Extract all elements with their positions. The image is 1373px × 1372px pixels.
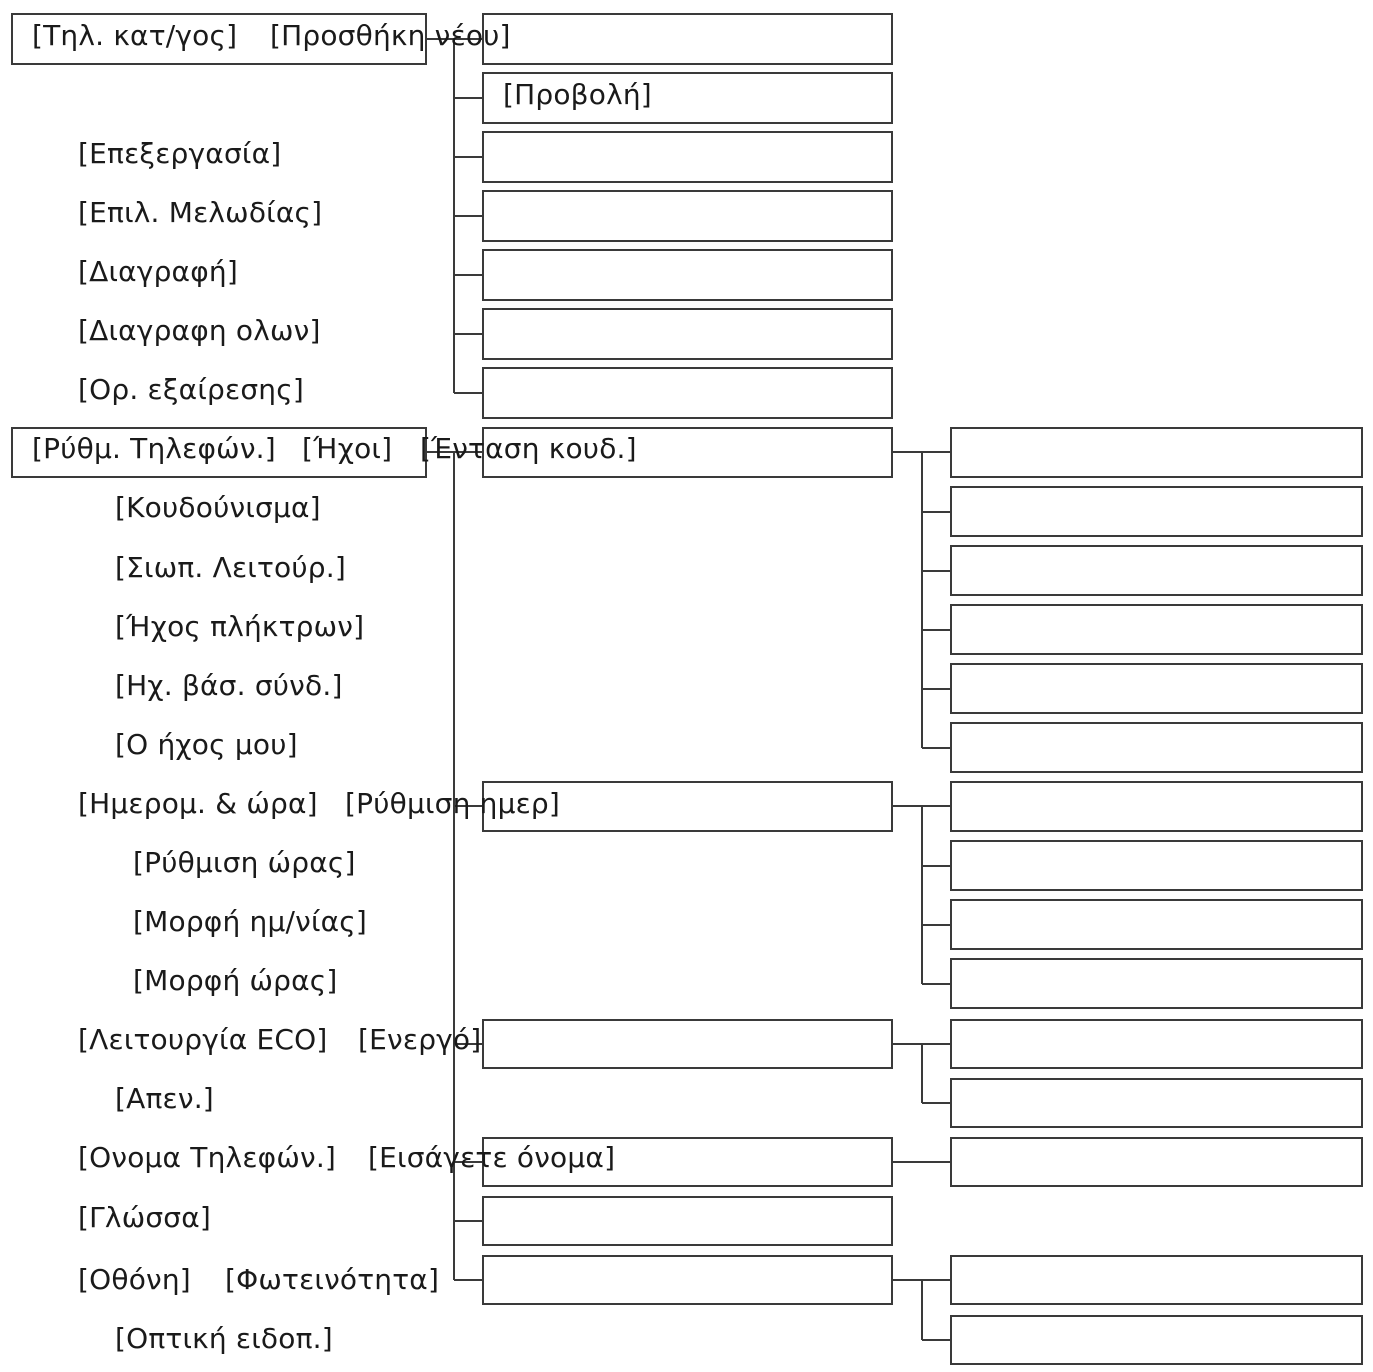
- right-box-6: [951, 723, 1362, 772]
- settings-root-label: [Ρύθμ. Τηλεφών.]: [32, 432, 276, 465]
- datetime-item-date-format: [Μορφή ημ/νίας]: [133, 905, 368, 938]
- phonebook-item-edit: [Επεξεργασία]: [78, 137, 282, 170]
- sounds-item-ringtone: [Κουδούνισμα]: [115, 491, 321, 524]
- eco-connector: [892, 1044, 951, 1103]
- display-item-brightness: [Φωτεινότητα]: [225, 1263, 440, 1296]
- display-label: [Οθόνη]: [78, 1263, 191, 1296]
- sounds-item-silent-mode: [Σιωπ. Λειτούρ.]: [115, 551, 346, 584]
- phonebook-item-delete-all: [Διαγραφη ολων]: [78, 314, 321, 347]
- middle-box-1: [483, 14, 892, 64]
- middle-box-display: [483, 1256, 892, 1304]
- right-box-15: [951, 1316, 1362, 1364]
- middle-box-4: [483, 191, 892, 241]
- phonebook-connector: [426, 39, 483, 393]
- phone-name-item-enter-name: [Εισάγετε όνομα]: [368, 1141, 616, 1174]
- datetime-item-set-time: [Ρύθμιση ώρας]: [133, 846, 356, 879]
- datetime-label: [Ημερομ. & ώρα]: [78, 787, 318, 820]
- right-box-1: [951, 428, 1362, 477]
- eco-item-off: [Απεν.]: [115, 1082, 214, 1115]
- right-box-12: [951, 1079, 1362, 1127]
- sounds-connector: [892, 452, 951, 748]
- sounds-label: [Ήχοι]: [302, 432, 393, 465]
- right-box-14: [951, 1256, 1362, 1304]
- datetime-item-time-format: [Μορφή ώρας]: [133, 964, 338, 997]
- middle-box-eco: [483, 1020, 892, 1068]
- phone-name-label: [Ονομα Τηλεφών.]: [78, 1141, 337, 1174]
- right-box-4: [951, 605, 1362, 654]
- eco-label: [Λειτουργία ECO]: [78, 1023, 328, 1056]
- sounds-item-key-tone: [Ήχος πλήκτρων]: [115, 610, 365, 643]
- middle-box-7: [483, 368, 892, 418]
- right-box-13: [951, 1138, 1362, 1186]
- right-box-5: [951, 664, 1362, 713]
- middle-box-5: [483, 250, 892, 300]
- phonebook-item-view: [Προβολή]: [503, 78, 652, 111]
- right-box-8: [951, 841, 1362, 890]
- datetime-item-set-date: [Ρύθμιση ημερ]: [345, 787, 561, 820]
- middle-box-language: [483, 1197, 892, 1245]
- phonebook-item-add-new: [Προσθήκη νέου]: [270, 19, 511, 52]
- display-connector: [892, 1280, 951, 1340]
- right-box-7: [951, 782, 1362, 831]
- phonebook-root-label: [Τηλ. κατ/γος]: [32, 19, 238, 52]
- middle-box-3: [483, 132, 892, 182]
- right-box-11: [951, 1020, 1362, 1068]
- right-box-9: [951, 900, 1362, 949]
- eco-item-on: [Ενεργό]: [358, 1023, 482, 1056]
- datetime-connector: [892, 806, 951, 984]
- language-label: [Γλώσσα]: [78, 1201, 212, 1234]
- sounds-item-my-sound: [Ο ήχος μου]: [115, 728, 298, 761]
- phonebook-item-delete: [Διαγραφή]: [78, 255, 238, 288]
- sounds-item-base-connect-tone: [Ηχ. βάσ. σύνδ.]: [115, 669, 343, 702]
- sounds-item-ring-volume: [Ένταση κουδ.]: [420, 432, 637, 465]
- right-box-3: [951, 546, 1362, 595]
- phonebook-item-exclusion: [Ορ. εξαίρεσης]: [78, 373, 304, 406]
- display-item-visual-alert: [Οπτική ειδοπ.]: [115, 1322, 333, 1355]
- middle-box-6: [483, 309, 892, 359]
- right-box-2: [951, 487, 1362, 536]
- phonebook-item-select-melody: [Επιλ. Μελωδίας]: [78, 196, 323, 229]
- right-box-10: [951, 959, 1362, 1008]
